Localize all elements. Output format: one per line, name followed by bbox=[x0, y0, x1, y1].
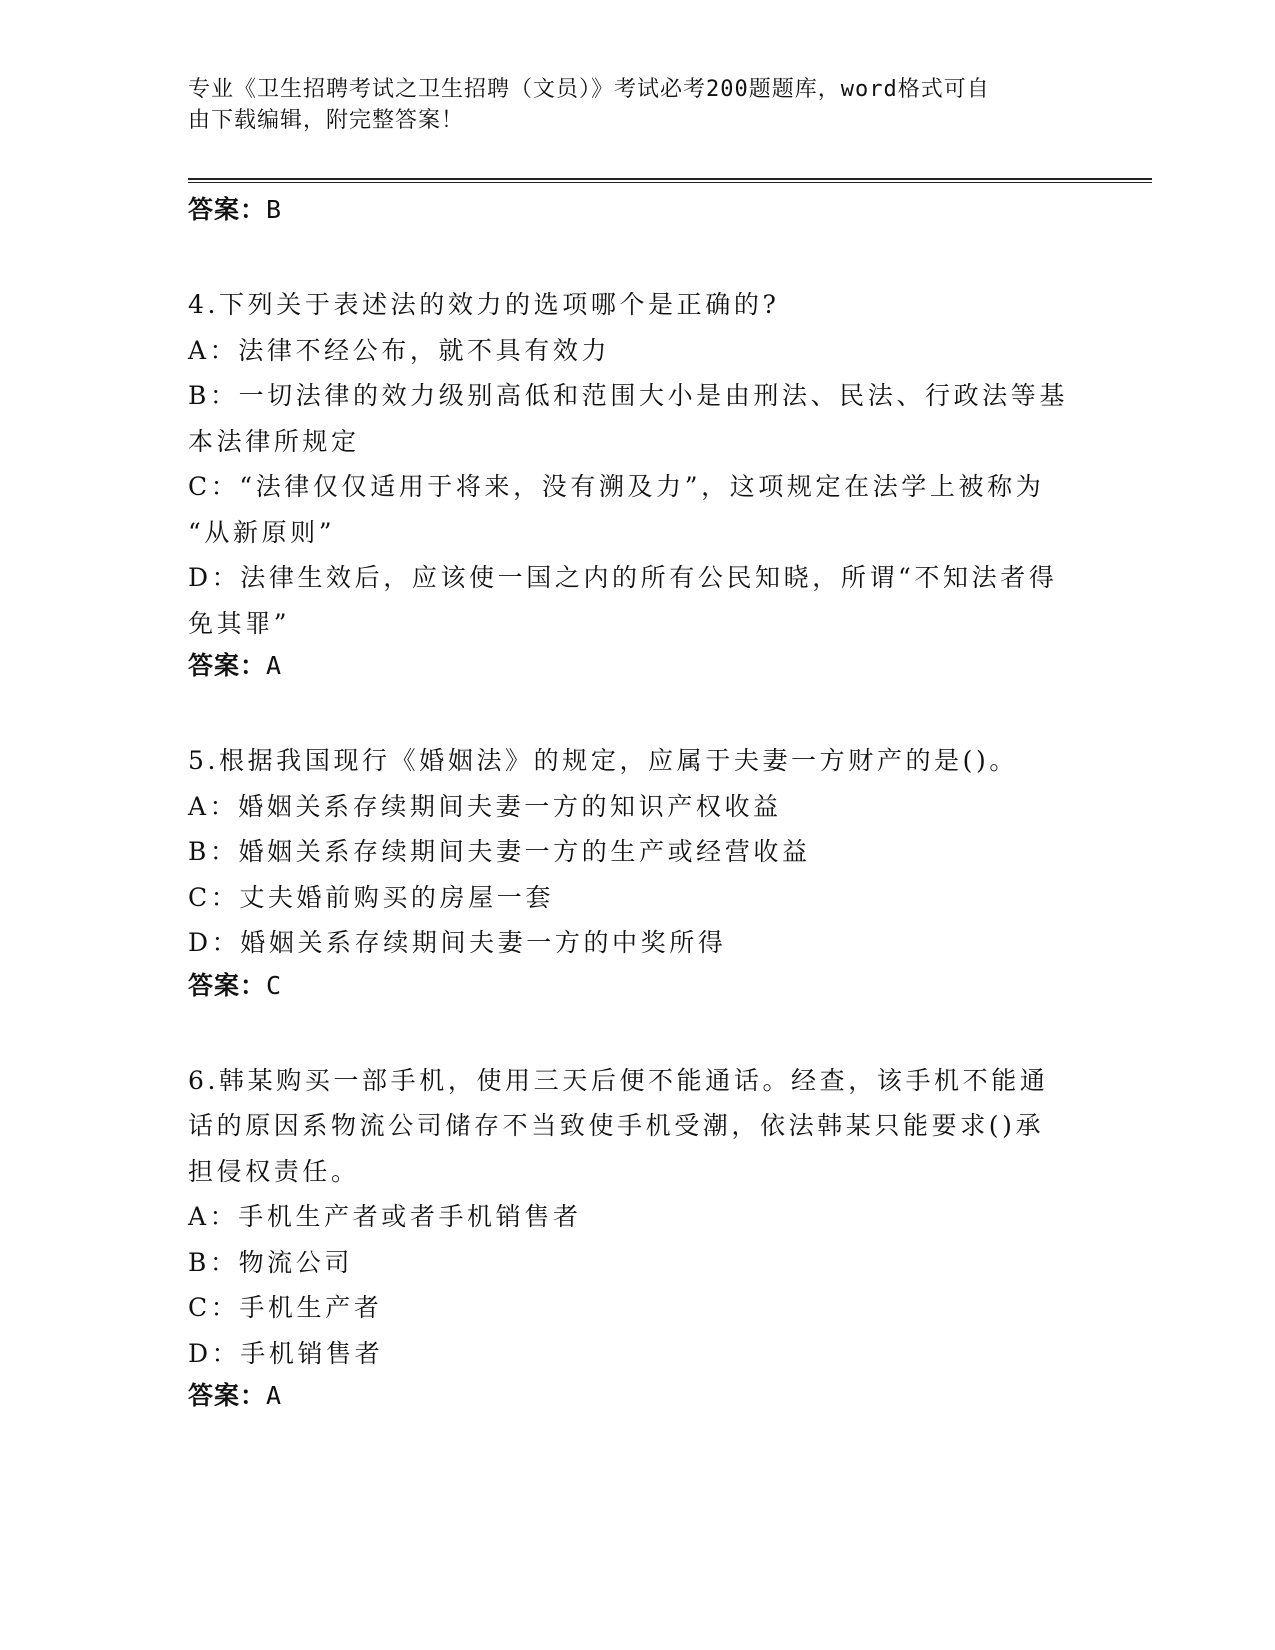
answer-line bbox=[188, 1376, 1088, 1416]
answer-value: A bbox=[266, 1381, 283, 1410]
option-line: A：法律不经公布，就不具有效力 bbox=[188, 335, 611, 365]
question-text: 6.韩某购买一部手机，使用三天后便不能通话。经查，该手机不能通 bbox=[188, 1065, 1049, 1095]
option-line: B：一切法律的效力级别高低和范围大小是由刑法、民法、行政法等基 bbox=[188, 381, 1068, 410]
option-line: A：手机生产者或者手机销售者 bbox=[188, 1202, 582, 1231]
answer-label: 答案： bbox=[188, 970, 267, 1000]
header-divider-thin bbox=[188, 182, 1152, 183]
header-line-1: 专业《卫生招聘考试之卫生招聘（文员）》考试必考200题题库，word格式可自 bbox=[188, 77, 990, 102]
question-text: 4.下列关于表述法的效力的选项哪个是正确的? bbox=[188, 290, 780, 319]
option-line: C：手机生产者 bbox=[188, 1293, 383, 1322]
question-block-5 bbox=[188, 738, 1088, 1006]
header-divider-thick bbox=[188, 178, 1152, 180]
option-line: B：物流公司 bbox=[188, 1247, 353, 1277]
question-text: 话的原因系物流公司储存不当致使手机受潮，依法韩某只能要求()承 bbox=[188, 1111, 1045, 1140]
question-text: 5.根据我国现行《婚姻法》的规定，应属于夫妻一方财产的是()。 bbox=[188, 746, 1018, 775]
question-block-4 bbox=[188, 282, 1088, 686]
answer-value: B bbox=[266, 195, 283, 224]
option-line: D：手机销售者 bbox=[188, 1338, 384, 1368]
option-line: A：婚姻关系存续期间夫妻一方的知识产权收益 bbox=[188, 791, 782, 821]
answer-label: 答案： bbox=[188, 195, 267, 224]
answer-label: 答案： bbox=[188, 651, 267, 680]
answer-value: A bbox=[266, 651, 283, 680]
answer-label: 答案： bbox=[188, 1381, 267, 1410]
option-line: B：婚姻关系存续期间夫妻一方的生产或经营收益 bbox=[188, 837, 811, 866]
option-line: C：丈夫婚前购买的房屋一套 bbox=[188, 882, 554, 912]
option-line: 本法律所规定 bbox=[188, 426, 360, 456]
option-line: “从新原则” bbox=[188, 517, 336, 547]
header-line-2: 由下载编辑，附完整答案！ bbox=[188, 108, 465, 133]
question-block-6 bbox=[188, 1058, 1088, 1417]
option-line: 免其罪” bbox=[188, 608, 291, 638]
option-line: D：法律生效后，应该使一国之内的所有公民知晓，所谓“不知法者得 bbox=[188, 563, 1058, 592]
answer-line bbox=[188, 190, 1088, 230]
option-line: C：“法律仅仅适用于将来，没有溯及力”，这项规定在法学上被称为 bbox=[188, 472, 1045, 501]
option-line: D：婚姻关系存续期间夫妻一方的中奖所得 bbox=[188, 928, 727, 957]
document-header bbox=[188, 74, 1068, 136]
answer-line bbox=[188, 966, 1088, 1006]
answer-value: C bbox=[266, 970, 283, 1000]
question-text: 担侵权责任。 bbox=[188, 1156, 360, 1186]
document-content bbox=[188, 190, 1088, 1416]
answer-line bbox=[188, 646, 1088, 686]
